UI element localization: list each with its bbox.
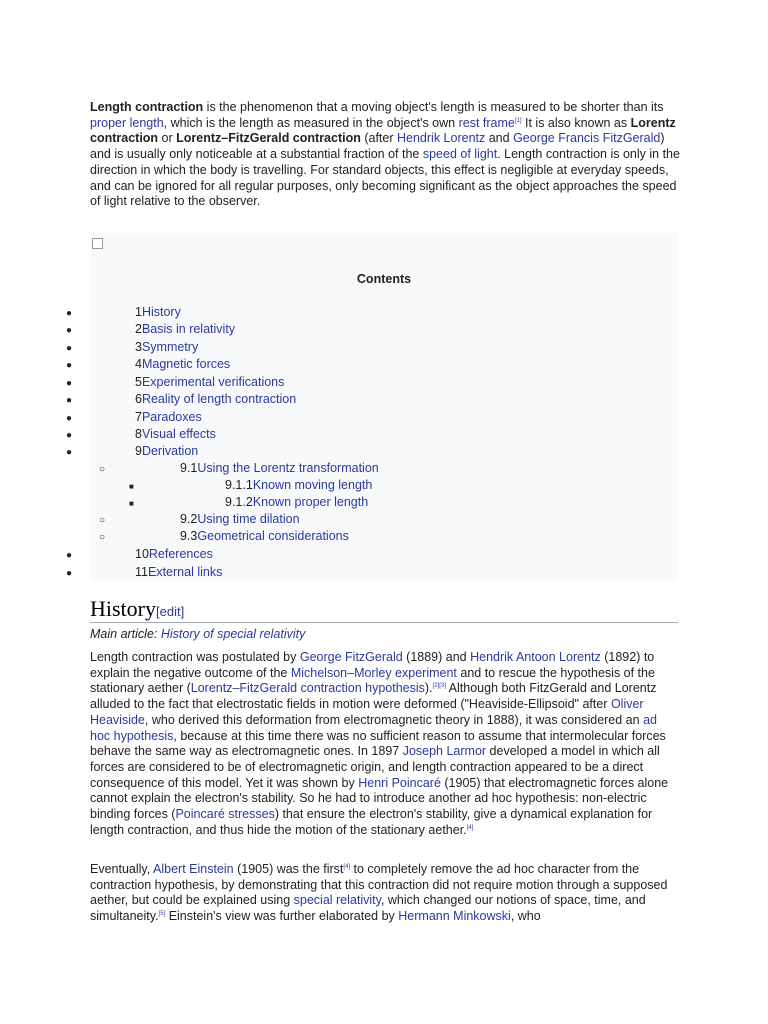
ref-2-3[interactable]: [2][3] xyxy=(432,683,446,690)
toc-item-derivation[interactable] xyxy=(135,443,198,460)
bullet-circle: ○ xyxy=(99,464,106,475)
edit-link[interactable]: [edit] xyxy=(156,604,185,619)
toc-item-magnetic-forces[interactable] xyxy=(135,356,230,373)
toc-item-visual-effects[interactable] xyxy=(135,426,216,443)
toc-item-geometrical[interactable] xyxy=(180,528,349,545)
intro-text: or xyxy=(158,131,177,146)
toc-num: 4 xyxy=(135,357,142,371)
ref-4[interactable]: [4] xyxy=(466,824,474,831)
toc-num: 9.1 xyxy=(180,461,198,475)
toc-link[interactable]: Derivation xyxy=(141,444,199,458)
link-history-of-special-relativity[interactable]: History of special relativity xyxy=(160,627,306,641)
toc-num: 6 xyxy=(135,392,142,406)
link-george-fitzgerald[interactable]: George FitzGerald xyxy=(299,650,403,664)
toc-link[interactable]: Visual effects xyxy=(141,427,216,441)
bullet-disc: ● xyxy=(66,395,73,406)
toc-item-history[interactable] xyxy=(135,304,181,321)
link-poincare-stresses[interactable]: Poincaré stresses xyxy=(175,807,275,822)
toc-num: 9.3 xyxy=(180,529,198,543)
term-lorentz-fitzgerald: Lorentz–FitzGerald contraction xyxy=(176,131,361,146)
term-lorentz-contraction: Lorentz contraction xyxy=(90,115,676,146)
section-heading-history xyxy=(90,596,678,623)
bullet-disc: ● xyxy=(66,430,73,441)
ref-4[interactable]: [4] xyxy=(343,864,351,870)
bullet-disc: ● xyxy=(66,325,73,336)
body-text: (1892) to explain the negative outcome of the xyxy=(90,650,655,680)
bullet-circle: ○ xyxy=(99,532,106,543)
link-henri-poincare[interactable]: Henri Poincaré xyxy=(358,775,441,790)
link-hendrik-antoon-lorentz[interactable]: Hendrik Antoon Lorentz xyxy=(470,650,601,664)
toc-link[interactable]: References xyxy=(148,547,213,561)
toc-num: 9.1.1 xyxy=(225,478,253,492)
body-text: (1905) was the first xyxy=(233,862,344,876)
body-text: (1889) and xyxy=(402,650,471,664)
intro-text: and xyxy=(485,131,514,146)
toc-link[interactable]: Experimental verifications xyxy=(141,375,285,389)
toc-item-paradoxes[interactable] xyxy=(135,409,202,426)
body-text: developed a model in which all forces are considered to be of electromagnetic origin, and length contraction appeared to be a direct consequence of this model. Yet it was shown by xyxy=(90,744,660,790)
intro-text: (after xyxy=(360,131,397,146)
body-text: ). xyxy=(424,681,433,696)
toc-title: Contents xyxy=(356,272,412,286)
toc-item-experimental-verifications[interactable] xyxy=(135,374,284,391)
toc-link[interactable]: History xyxy=(141,305,181,319)
intro-text: is the phenomenon that a moving object's length is measured to be shorter than its xyxy=(203,100,664,114)
link-ad-hoc-hypothesis[interactable]: ad hoc hypothesis xyxy=(90,712,657,743)
toc-num: 11 xyxy=(135,565,148,579)
body-text: Length contraction was postulated by xyxy=(90,650,300,664)
bullet-circle: ○ xyxy=(99,515,106,526)
intro-text: , which is the length as measured in the object's own xyxy=(163,115,459,130)
bullet-square: ■ xyxy=(129,482,134,491)
link-hendrik-lorentz[interactable]: Hendrik Lorentz xyxy=(397,131,486,146)
toc-num: 1 xyxy=(135,305,142,319)
link-special-relativity[interactable]: special relativity xyxy=(293,893,381,908)
bullet-disc: ● xyxy=(66,378,73,389)
main-article-note xyxy=(90,627,305,641)
toc-item-lorentz-transformation[interactable] xyxy=(180,460,379,477)
toc-item-reality[interactable] xyxy=(135,391,296,408)
toc-toggle-checkbox[interactable] xyxy=(92,238,103,249)
toc-link[interactable]: Basis in relativity xyxy=(141,322,236,336)
intro-paragraph xyxy=(90,100,680,210)
link-contraction-hypothesis[interactable]: Lorentz–FitzGerald contraction hypothesis xyxy=(190,681,425,696)
body-text: Einstein's view was further elaborated by xyxy=(165,909,399,924)
toc-link[interactable]: Magnetic forces xyxy=(141,357,231,371)
toc-link[interactable]: Geometrical considerations xyxy=(197,529,349,543)
bullet-disc: ● xyxy=(66,550,73,561)
toc-item-time-dilation[interactable] xyxy=(180,511,300,528)
link-speed-of-light[interactable]: speed of light xyxy=(422,147,498,162)
link-george-francis-fitzgerald[interactable]: George Francis FitzGerald xyxy=(513,131,661,146)
intro-text: . Length contraction is only in the direction in which the body is travelling. For standard objects, this effect is negligible at everyday speeds, and can be ignored for all regular purposes, only becoming significant as the object approaches the speed of light relative to the observer. xyxy=(90,147,680,209)
body-text: Although both FitzGerald and Lorentz alluded to the fact that electrostatic fields in motion were deformed ("Heaviside-Ellipsoid" after xyxy=(90,681,657,712)
link-proper-length[interactable]: proper length xyxy=(90,115,164,130)
body-text: (1905) that electromagnetic forces alone cannot explain the electron's stability. So he had to introduce another ad hoc hypothesis: non-electric binding forces ( xyxy=(90,775,669,822)
intro-text: It is also known as xyxy=(521,115,631,130)
toc-item-known-moving-length[interactable] xyxy=(225,477,372,494)
body-text: to completely remove the ad hoc character from the contraction hypothesis, by demonstrating that this contraction did not require motion through a supposed aether, but could be explained using xyxy=(90,862,668,908)
toc-num: 10 xyxy=(135,547,149,561)
link-oliver-heaviside[interactable]: Oliver Heaviside xyxy=(90,697,644,727)
toc-link[interactable]: Known moving length xyxy=(252,478,373,492)
main-article-prefix: Main article: xyxy=(90,627,161,641)
intro-text: ) and is usually only noticeable at a substantial fraction of the xyxy=(90,131,665,162)
toc-num: 2 xyxy=(135,322,142,336)
link-albert-einstein[interactable]: Albert Einstein xyxy=(153,862,234,876)
body-text: and to rescue the hypothesis of the stationary aether ( xyxy=(90,665,655,696)
history-paragraph-2 xyxy=(90,862,680,925)
body-text: , who derived this deformation from electromagnetic theory in 1888), it was considered an xyxy=(144,712,644,727)
link-hermann-minkowski[interactable]: Hermann Minkowski xyxy=(398,909,511,924)
toc-link[interactable]: Known proper length xyxy=(252,495,369,509)
toc-num: 8 xyxy=(135,427,142,441)
body-text: Eventually, xyxy=(90,862,154,876)
bullet-disc: ● xyxy=(66,360,73,371)
toc-num: 7 xyxy=(135,410,142,424)
toc-num: 5 xyxy=(135,375,142,389)
term-length-contraction: Length contraction xyxy=(90,100,204,114)
body-text: , because at this time there was no sufficient reason to assume that intermolecular forces behave the same way as electromagnetic ones. In 1897 xyxy=(90,728,666,759)
bullet-disc: ● xyxy=(66,343,73,354)
toc-num: 9.1.2 xyxy=(225,495,253,509)
toc-num: 9.2 xyxy=(180,512,198,526)
body-text: , who xyxy=(510,909,541,924)
bullet-disc: ● xyxy=(66,413,73,424)
toc-link[interactable]: External links xyxy=(147,565,223,579)
toc-num: 3 xyxy=(135,340,142,354)
toc-link[interactable]: Using the Lorentz transformation xyxy=(197,461,379,475)
ref-1[interactable]: [1] xyxy=(514,117,522,124)
toc-num: 9 xyxy=(135,444,142,458)
history-paragraph-1 xyxy=(90,650,680,838)
ref-5[interactable]: [5] xyxy=(158,911,166,918)
toc-link[interactable]: Using time dilation xyxy=(197,512,300,526)
bullet-square: ■ xyxy=(129,499,134,508)
toc-link[interactable]: Reality of length contraction xyxy=(141,392,297,406)
toc-link[interactable]: Symmetry xyxy=(141,340,199,354)
toc-item-external-links[interactable] xyxy=(135,564,222,581)
toc-link[interactable]: Paradoxes xyxy=(141,410,202,424)
toc-item-known-proper-length[interactable] xyxy=(225,494,368,511)
toc-item-references[interactable] xyxy=(135,546,213,563)
body-text: , which changed our notions of space, time, and simultaneity. xyxy=(90,893,646,924)
link-rest-frame[interactable]: rest frame xyxy=(458,115,515,130)
history-title: History xyxy=(90,596,156,621)
body-text: ) that ensure the electron's stability, give a dynamical explanation for length contraction, and thus hide the motion of the stationary aether. xyxy=(90,807,653,837)
bullet-disc: ● xyxy=(66,447,73,458)
link-michelson-morley[interactable]: Michelson–Morley experiment xyxy=(290,665,457,680)
link-joseph-larmor[interactable]: Joseph Larmor xyxy=(402,744,487,759)
bullet-disc: ● xyxy=(66,568,73,579)
toc-item-symmetry[interactable] xyxy=(135,339,198,356)
bullet-disc: ● xyxy=(66,308,73,319)
toc-item-basis-in-relativity[interactable] xyxy=(135,321,235,338)
